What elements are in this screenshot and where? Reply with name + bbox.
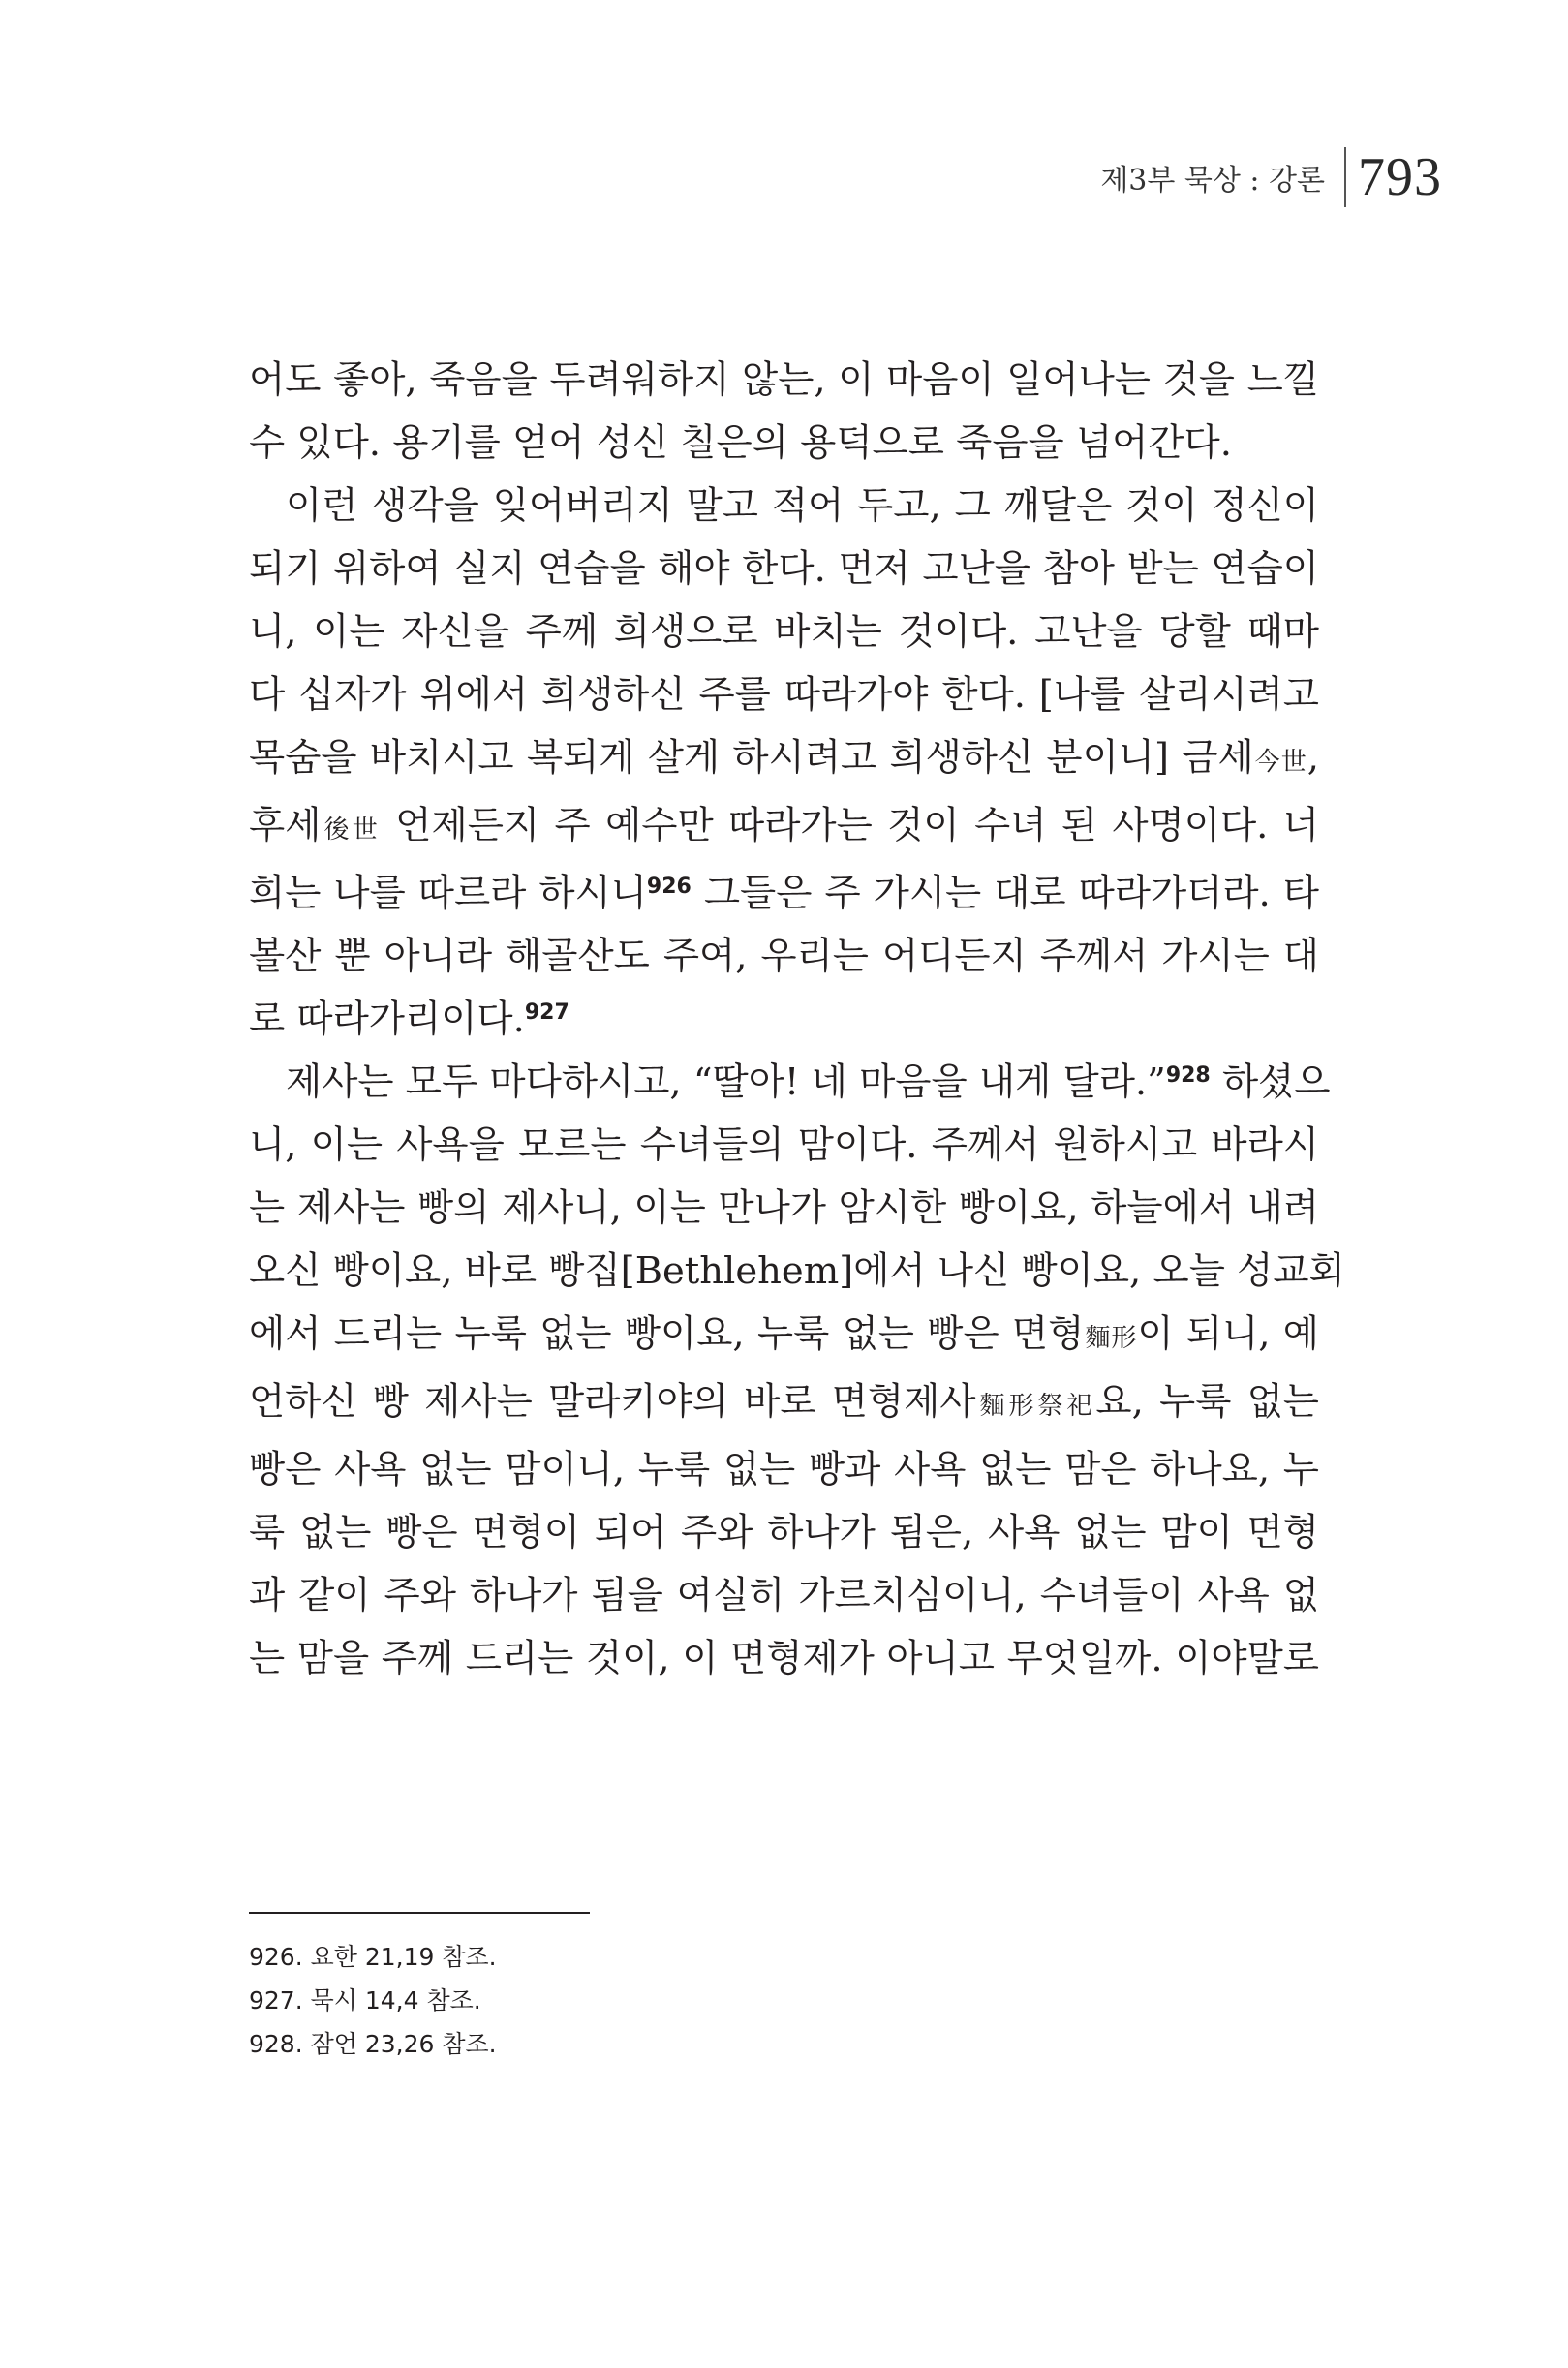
hanja-gloss: 今世 (1253, 748, 1307, 777)
header-divider (1344, 147, 1346, 207)
text-line: 다 십자가 위에서 희생하신 주를 따라가야 한다. [나를 살리시려고 (249, 673, 1319, 717)
paragraph-3 (249, 1051, 1345, 1690)
text-line: 룩 없는 빵은 면형이 되어 주와 하나가 됨은, 사욕 없는 맘이 면형 (249, 1511, 1319, 1554)
text-line: 는 맘을 주께 드리는 것이, 이 면형제가 아니고 무엇일까. 이야말로 (249, 1637, 1319, 1680)
footnote-ref-928[interactable]: 928 (1165, 1062, 1211, 1088)
text-line: 이런 생각을 잊어버리지 말고 적어 두고, 그 깨달은 것이 정신이 (286, 484, 1319, 528)
text-line: 과 같이 주와 하나가 됨을 여실히 가르치심이니, 수녀들이 사욕 없 (249, 1574, 1319, 1617)
text-line: 에서 드리는 누룩 없는 빵이요, 누룩 없는 빵은 면형麵形이 되니, 예 (249, 1312, 1319, 1356)
text-line: 희는 나를 따르라 하시니$^{926}$ 그들은 주 가시는 대로 따라가더라. 타 (249, 872, 1319, 915)
text-line: 언하신 빵 제사는 말라키야의 바로 면형제사麵形祭祀요, 누룩 없는 (249, 1380, 1319, 1424)
footnote-927: 927. 묵시 14,4 참조. (249, 1986, 481, 2014)
footnote-divider (249, 1912, 590, 1914)
text-line: 빵은 사욕 없는 맘이니, 누룩 없는 빵과 사욕 없는 맘은 하나요, 누 (249, 1448, 1319, 1492)
text-line: 어도 좋아, 죽음을 두려워하지 않는, 이 마음이 일어나는 것을 느낄 (249, 358, 1319, 402)
paragraph-1 (249, 349, 1319, 475)
text-line: 오신 빵이요, 바로 빵집[Bethlehem]에서 나신 빵이요, 오늘 성교회 (249, 1249, 1345, 1293)
running-head (1100, 143, 1442, 211)
text-line: 수 있다. 용기를 얻어 성신 칠은의 용덕으로 죽음을 넘어간다. (249, 421, 1232, 465)
footnotes (249, 1935, 497, 2066)
text-line: 니, 이는 사욕을 모르는 수녀들의 맘이다. 주께서 원하시고 바라시 (249, 1123, 1319, 1167)
text-line: 는 제사는 빵의 제사니, 이는 만나가 암시한 빵이요, 하늘에서 내려 (249, 1186, 1319, 1230)
footnote-928: 928. 잠언 23,26 참조. (249, 2030, 497, 2058)
text-line: 로 따라가리이다.$^{927}$ (249, 998, 569, 1041)
hanja-gloss: 麵形 (1084, 1324, 1138, 1353)
footnote-926: 926. 요한 21,19 참조. (249, 1943, 497, 1971)
page-number: 793 (1358, 147, 1442, 207)
section-title: 제3부 묵상 : 강론 (1100, 164, 1325, 198)
paragraph-2 (249, 475, 1319, 1051)
text-line: 니, 이는 자신을 주께 희생으로 바치는 것이다. 고난을 당할 때마 (249, 610, 1319, 654)
text-line: 제사는 모두 마다하시고, “딸아! 네 마음을 내게 달라.”$^{928}$ 하셨으 (286, 1061, 1331, 1104)
hanja-gloss: 麵形祭祀 (975, 1392, 1096, 1421)
text-line: 후세後世 언제든지 주 예수만 따라가는 것이 수녀 된 사명이다. 너 (249, 804, 1319, 847)
footnote-ref-927[interactable]: 927 (524, 999, 569, 1025)
text-line: 되기 위하여 실지 연습을 해야 한다. 먼저 고난을 참아 받는 연습이 (249, 547, 1319, 591)
text-line: 볼산 뿐 아니라 해골산도 주여, 우리는 어디든지 주께서 가시는 대 (249, 935, 1319, 978)
hanja-gloss: 後世 (321, 815, 381, 845)
footnote-ref-926[interactable]: 926 (646, 874, 692, 899)
body-text (249, 349, 1345, 1690)
text-line: 목숨을 바치시고 복되게 살게 하시려고 희생하신 분이니] 금세今世, (249, 736, 1319, 780)
